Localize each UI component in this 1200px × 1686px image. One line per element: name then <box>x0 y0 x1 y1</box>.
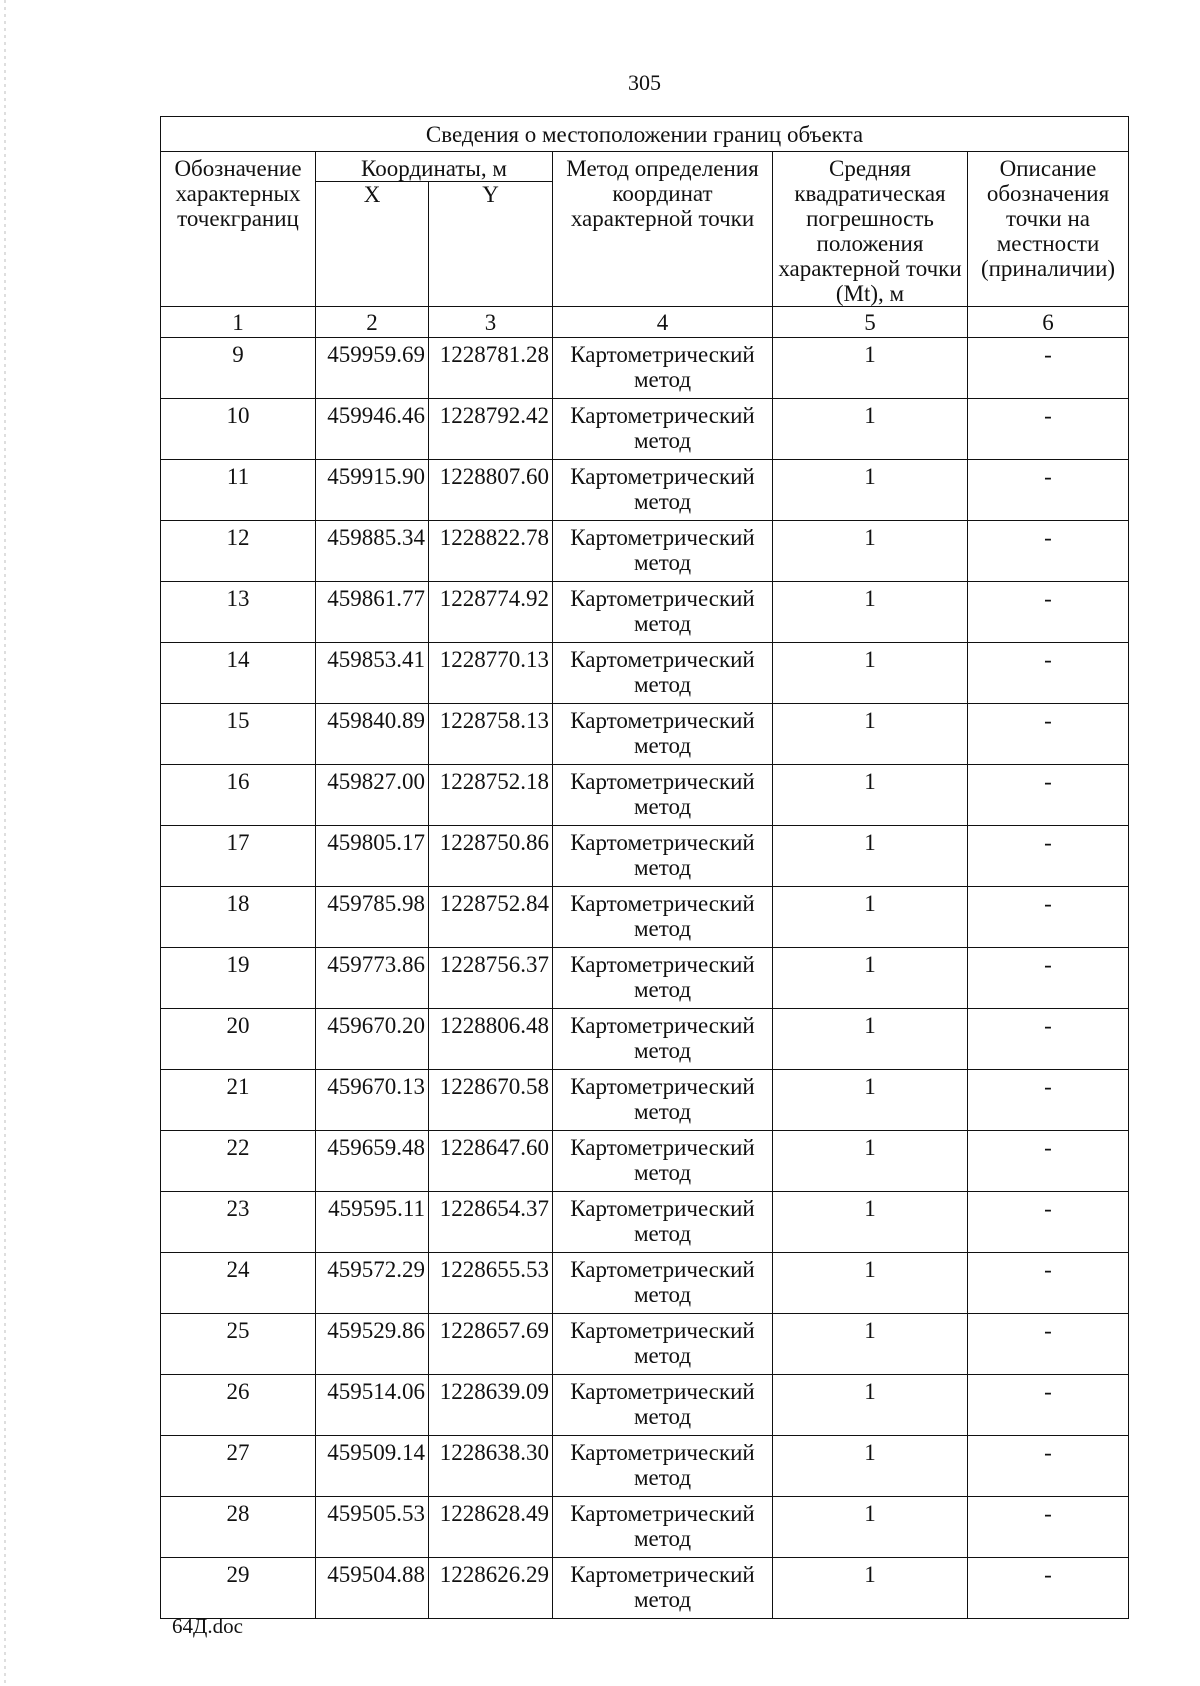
method-cell <box>553 521 773 582</box>
description-cell: - <box>968 887 1129 948</box>
mt-error-cell: 1 <box>773 826 968 887</box>
method-line-1: Картометрический <box>570 403 755 428</box>
column-number: 4 <box>553 307 773 338</box>
description-cell: - <box>968 1009 1129 1070</box>
method-cell <box>553 1497 773 1558</box>
y-coordinate-cell: 1228626.29 <box>429 1558 553 1619</box>
method-line-1: Картометрический <box>570 1135 755 1160</box>
table-row <box>161 1375 1129 1436</box>
table-row <box>161 1070 1129 1131</box>
scan-edge-artifact <box>4 0 6 1686</box>
method-line-2: метод <box>633 367 692 392</box>
description-cell: - <box>968 948 1129 1009</box>
x-coordinate-cell: 459785.98 <box>316 887 429 948</box>
description-cell: - <box>968 460 1129 521</box>
method-line-1: Картометрический <box>570 586 755 611</box>
method-line-1: Картометрический <box>570 1501 755 1526</box>
y-coordinate-cell: 1228770.13 <box>429 643 553 704</box>
mt-error-cell: 1 <box>773 1436 968 1497</box>
mt-error-cell: 1 <box>773 1192 968 1253</box>
y-coordinate-cell: 1228792.42 <box>429 399 553 460</box>
y-coordinate-cell: 1228655.53 <box>429 1253 553 1314</box>
method-line-2: метод <box>633 1099 692 1124</box>
table-row <box>161 704 1129 765</box>
x-coordinate-cell: 459514.06 <box>316 1375 429 1436</box>
x-coordinate-cell: 459885.34 <box>316 521 429 582</box>
mt-error-cell: 1 <box>773 1558 968 1619</box>
method-cell <box>553 1558 773 1619</box>
mt-error-cell: 1 <box>773 1497 968 1558</box>
x-coordinate-cell: 459773.86 <box>316 948 429 1009</box>
point-id-cell: 13 <box>161 582 316 643</box>
table-row <box>161 1131 1129 1192</box>
x-coordinate-cell: 459659.48 <box>316 1131 429 1192</box>
method-line-2: метод <box>633 733 692 758</box>
method-cell <box>553 765 773 826</box>
y-coordinate-cell: 1228638.30 <box>429 1436 553 1497</box>
point-id-cell: 9 <box>161 338 316 399</box>
x-coordinate-cell: 459504.88 <box>316 1558 429 1619</box>
point-id-cell: 23 <box>161 1192 316 1253</box>
description-cell: - <box>968 338 1129 399</box>
method-cell <box>553 704 773 765</box>
column-number: 5 <box>773 307 968 338</box>
table-row <box>161 399 1129 460</box>
point-id-cell: 22 <box>161 1131 316 1192</box>
method-line-2: метод <box>633 1343 692 1368</box>
point-id-cell: 25 <box>161 1314 316 1375</box>
x-coordinate-cell: 459805.17 <box>316 826 429 887</box>
mt-error-cell: 1 <box>773 1314 968 1375</box>
x-coordinate-cell: 459572.29 <box>316 1253 429 1314</box>
point-id-cell: 19 <box>161 948 316 1009</box>
table-body <box>161 338 1129 1619</box>
description-cell: - <box>968 1192 1129 1253</box>
method-cell <box>553 1009 773 1070</box>
method-line-2: метод <box>633 672 692 697</box>
description-cell: - <box>968 1375 1129 1436</box>
point-id-cell: 17 <box>161 826 316 887</box>
y-coordinate-cell: 1228647.60 <box>429 1131 553 1192</box>
table-row <box>161 826 1129 887</box>
table-row <box>161 338 1129 399</box>
table-row <box>161 1009 1129 1070</box>
point-id-cell: 28 <box>161 1497 316 1558</box>
table-row <box>161 643 1129 704</box>
method-line-2: метод <box>633 794 692 819</box>
method-line-1: Картометрический <box>570 525 755 550</box>
x-coordinate-cell: 459529.86 <box>316 1314 429 1375</box>
y-coordinate-cell: 1228670.58 <box>429 1070 553 1131</box>
table-row <box>161 1314 1129 1375</box>
method-line-2: метод <box>633 428 692 453</box>
table-row <box>161 1497 1129 1558</box>
table-row <box>161 521 1129 582</box>
y-coordinate-cell: 1228806.48 <box>429 1009 553 1070</box>
table-row <box>161 460 1129 521</box>
table-row <box>161 1192 1129 1253</box>
y-coordinate-cell: 1228781.28 <box>429 338 553 399</box>
mt-error-cell: 1 <box>773 704 968 765</box>
y-coordinate-cell: 1228756.37 <box>429 948 553 1009</box>
header-mean-square-error: Средняя квадратическая погрешность положения характерной точки (Mt), м <box>773 152 968 307</box>
point-id-cell: 14 <box>161 643 316 704</box>
method-cell <box>553 643 773 704</box>
method-line-2: метод <box>633 1038 692 1063</box>
method-line-2: метод <box>633 611 692 636</box>
method-line-2: метод <box>633 1526 692 1551</box>
header-x: X <box>316 182 429 307</box>
point-id-cell: 26 <box>161 1375 316 1436</box>
method-cell <box>553 1436 773 1497</box>
method-line-2: метод <box>633 977 692 1002</box>
method-line-1: Картометрический <box>570 1440 755 1465</box>
method-line-2: метод <box>633 1587 692 1612</box>
description-cell: - <box>968 826 1129 887</box>
method-cell <box>553 1070 773 1131</box>
x-coordinate-cell: 459959.69 <box>316 338 429 399</box>
description-cell: - <box>968 582 1129 643</box>
y-coordinate-cell: 1228774.92 <box>429 582 553 643</box>
method-line-1: Картометрический <box>570 952 755 977</box>
x-coordinate-cell: 459915.90 <box>316 460 429 521</box>
method-cell <box>553 582 773 643</box>
method-line-1: Картометрический <box>570 830 755 855</box>
point-id-cell: 20 <box>161 1009 316 1070</box>
y-coordinate-cell: 1228654.37 <box>429 1192 553 1253</box>
method-line-2: метод <box>633 1282 692 1307</box>
x-coordinate-cell: 459827.00 <box>316 765 429 826</box>
description-cell: - <box>968 1497 1129 1558</box>
description-cell: - <box>968 704 1129 765</box>
table-row <box>161 1436 1129 1497</box>
method-line-2: метод <box>633 1221 692 1246</box>
method-line-1: Картометрический <box>570 708 755 733</box>
description-cell: - <box>968 765 1129 826</box>
point-id-cell: 12 <box>161 521 316 582</box>
header-point-description: Описание обозначения точки на местности (приналичии) <box>968 152 1129 307</box>
x-coordinate-cell: 459946.46 <box>316 399 429 460</box>
method-line-2: метод <box>633 489 692 514</box>
header-point-designation: Обозначение характерных точекграниц <box>161 152 316 307</box>
method-cell <box>553 1314 773 1375</box>
x-coordinate-cell: 459595.11 <box>316 1192 429 1253</box>
header-coordinates: Координаты, м <box>316 152 553 182</box>
table-row <box>161 765 1129 826</box>
x-coordinate-cell: 459509.14 <box>316 1436 429 1497</box>
table-row <box>161 948 1129 1009</box>
method-cell <box>553 460 773 521</box>
method-line-1: Картометрический <box>570 1379 755 1404</box>
y-coordinate-cell: 1228752.18 <box>429 765 553 826</box>
description-cell: - <box>968 1436 1129 1497</box>
x-coordinate-cell: 459861.77 <box>316 582 429 643</box>
column-numbers-row <box>161 307 1129 338</box>
y-coordinate-cell: 1228758.13 <box>429 704 553 765</box>
method-line-1: Картометрический <box>570 1257 755 1282</box>
method-line-1: Картометрический <box>570 342 755 367</box>
table-row <box>161 1558 1129 1619</box>
method-line-1: Картометрический <box>570 1562 755 1587</box>
point-id-cell: 18 <box>161 887 316 948</box>
method-cell <box>553 887 773 948</box>
mt-error-cell: 1 <box>773 399 968 460</box>
point-id-cell: 10 <box>161 399 316 460</box>
method-line-2: метод <box>633 550 692 575</box>
x-coordinate-cell: 459840.89 <box>316 704 429 765</box>
mt-error-cell: 1 <box>773 1009 968 1070</box>
mt-error-cell: 1 <box>773 1253 968 1314</box>
footer-filename: 64Д.doc <box>172 1614 243 1638</box>
method-line-1: Картометрический <box>570 1013 755 1038</box>
mt-error-cell: 1 <box>773 1131 968 1192</box>
mt-error-cell: 1 <box>773 1070 968 1131</box>
method-line-1: Картометрический <box>570 1074 755 1099</box>
method-line-1: Картометрический <box>570 647 755 672</box>
description-cell: - <box>968 1131 1129 1192</box>
description-cell: - <box>968 1070 1129 1131</box>
column-number: 6 <box>968 307 1129 338</box>
method-line-1: Картометрический <box>570 891 755 916</box>
table-row <box>161 1253 1129 1314</box>
description-cell: - <box>968 643 1129 704</box>
y-coordinate-cell: 1228639.09 <box>429 1375 553 1436</box>
x-coordinate-cell: 459853.41 <box>316 643 429 704</box>
description-cell: - <box>968 1253 1129 1314</box>
header-y: Y <box>429 182 553 307</box>
mt-error-cell: 1 <box>773 460 968 521</box>
method-cell <box>553 1253 773 1314</box>
y-coordinate-cell: 1228628.49 <box>429 1497 553 1558</box>
method-line-1: Картометрический <box>570 769 755 794</box>
y-coordinate-cell: 1228657.69 <box>429 1314 553 1375</box>
mt-error-cell: 1 <box>773 582 968 643</box>
mt-error-cell: 1 <box>773 521 968 582</box>
point-id-cell: 11 <box>161 460 316 521</box>
column-number: 3 <box>429 307 553 338</box>
table-row <box>161 887 1129 948</box>
mt-error-cell: 1 <box>773 765 968 826</box>
point-id-cell: 27 <box>161 1436 316 1497</box>
header-method: Метод определения координат характерной точки <box>553 152 773 307</box>
method-cell <box>553 1131 773 1192</box>
mt-error-cell: 1 <box>773 338 968 399</box>
mt-error-cell: 1 <box>773 887 968 948</box>
method-cell <box>553 948 773 1009</box>
description-cell: - <box>968 399 1129 460</box>
y-coordinate-cell: 1228752.84 <box>429 887 553 948</box>
boundary-points-table <box>160 116 1129 1619</box>
x-coordinate-cell: 459670.20 <box>316 1009 429 1070</box>
y-coordinate-cell: 1228750.86 <box>429 826 553 887</box>
mt-error-cell: 1 <box>773 1375 968 1436</box>
method-line-1: Картометрический <box>570 1196 755 1221</box>
description-cell: - <box>968 1558 1129 1619</box>
column-number: 2 <box>316 307 429 338</box>
method-cell <box>553 1192 773 1253</box>
method-line-1: Картометрический <box>570 464 755 489</box>
point-id-cell: 21 <box>161 1070 316 1131</box>
description-cell: - <box>968 521 1129 582</box>
x-coordinate-cell: 459505.53 <box>316 1497 429 1558</box>
column-number: 1 <box>161 307 316 338</box>
point-id-cell: 24 <box>161 1253 316 1314</box>
method-line-2: метод <box>633 916 692 941</box>
method-cell <box>553 338 773 399</box>
method-line-2: метод <box>633 1465 692 1490</box>
table-title: Сведения о местоположении границ объекта <box>161 117 1129 152</box>
page-number: 305 <box>628 70 661 95</box>
method-cell <box>553 1375 773 1436</box>
y-coordinate-cell: 1228807.60 <box>429 460 553 521</box>
method-line-2: метод <box>633 1404 692 1429</box>
table-row <box>161 582 1129 643</box>
method-cell <box>553 826 773 887</box>
method-line-2: метод <box>633 1160 692 1185</box>
mt-error-cell: 1 <box>773 643 968 704</box>
description-cell: - <box>968 1314 1129 1375</box>
x-coordinate-cell: 459670.13 <box>316 1070 429 1131</box>
y-coordinate-cell: 1228822.78 <box>429 521 553 582</box>
point-id-cell: 29 <box>161 1558 316 1619</box>
method-line-2: метод <box>633 855 692 880</box>
point-id-cell: 16 <box>161 765 316 826</box>
point-id-cell: 15 <box>161 704 316 765</box>
method-line-1: Картометрический <box>570 1318 755 1343</box>
mt-error-cell: 1 <box>773 948 968 1009</box>
method-cell <box>553 399 773 460</box>
